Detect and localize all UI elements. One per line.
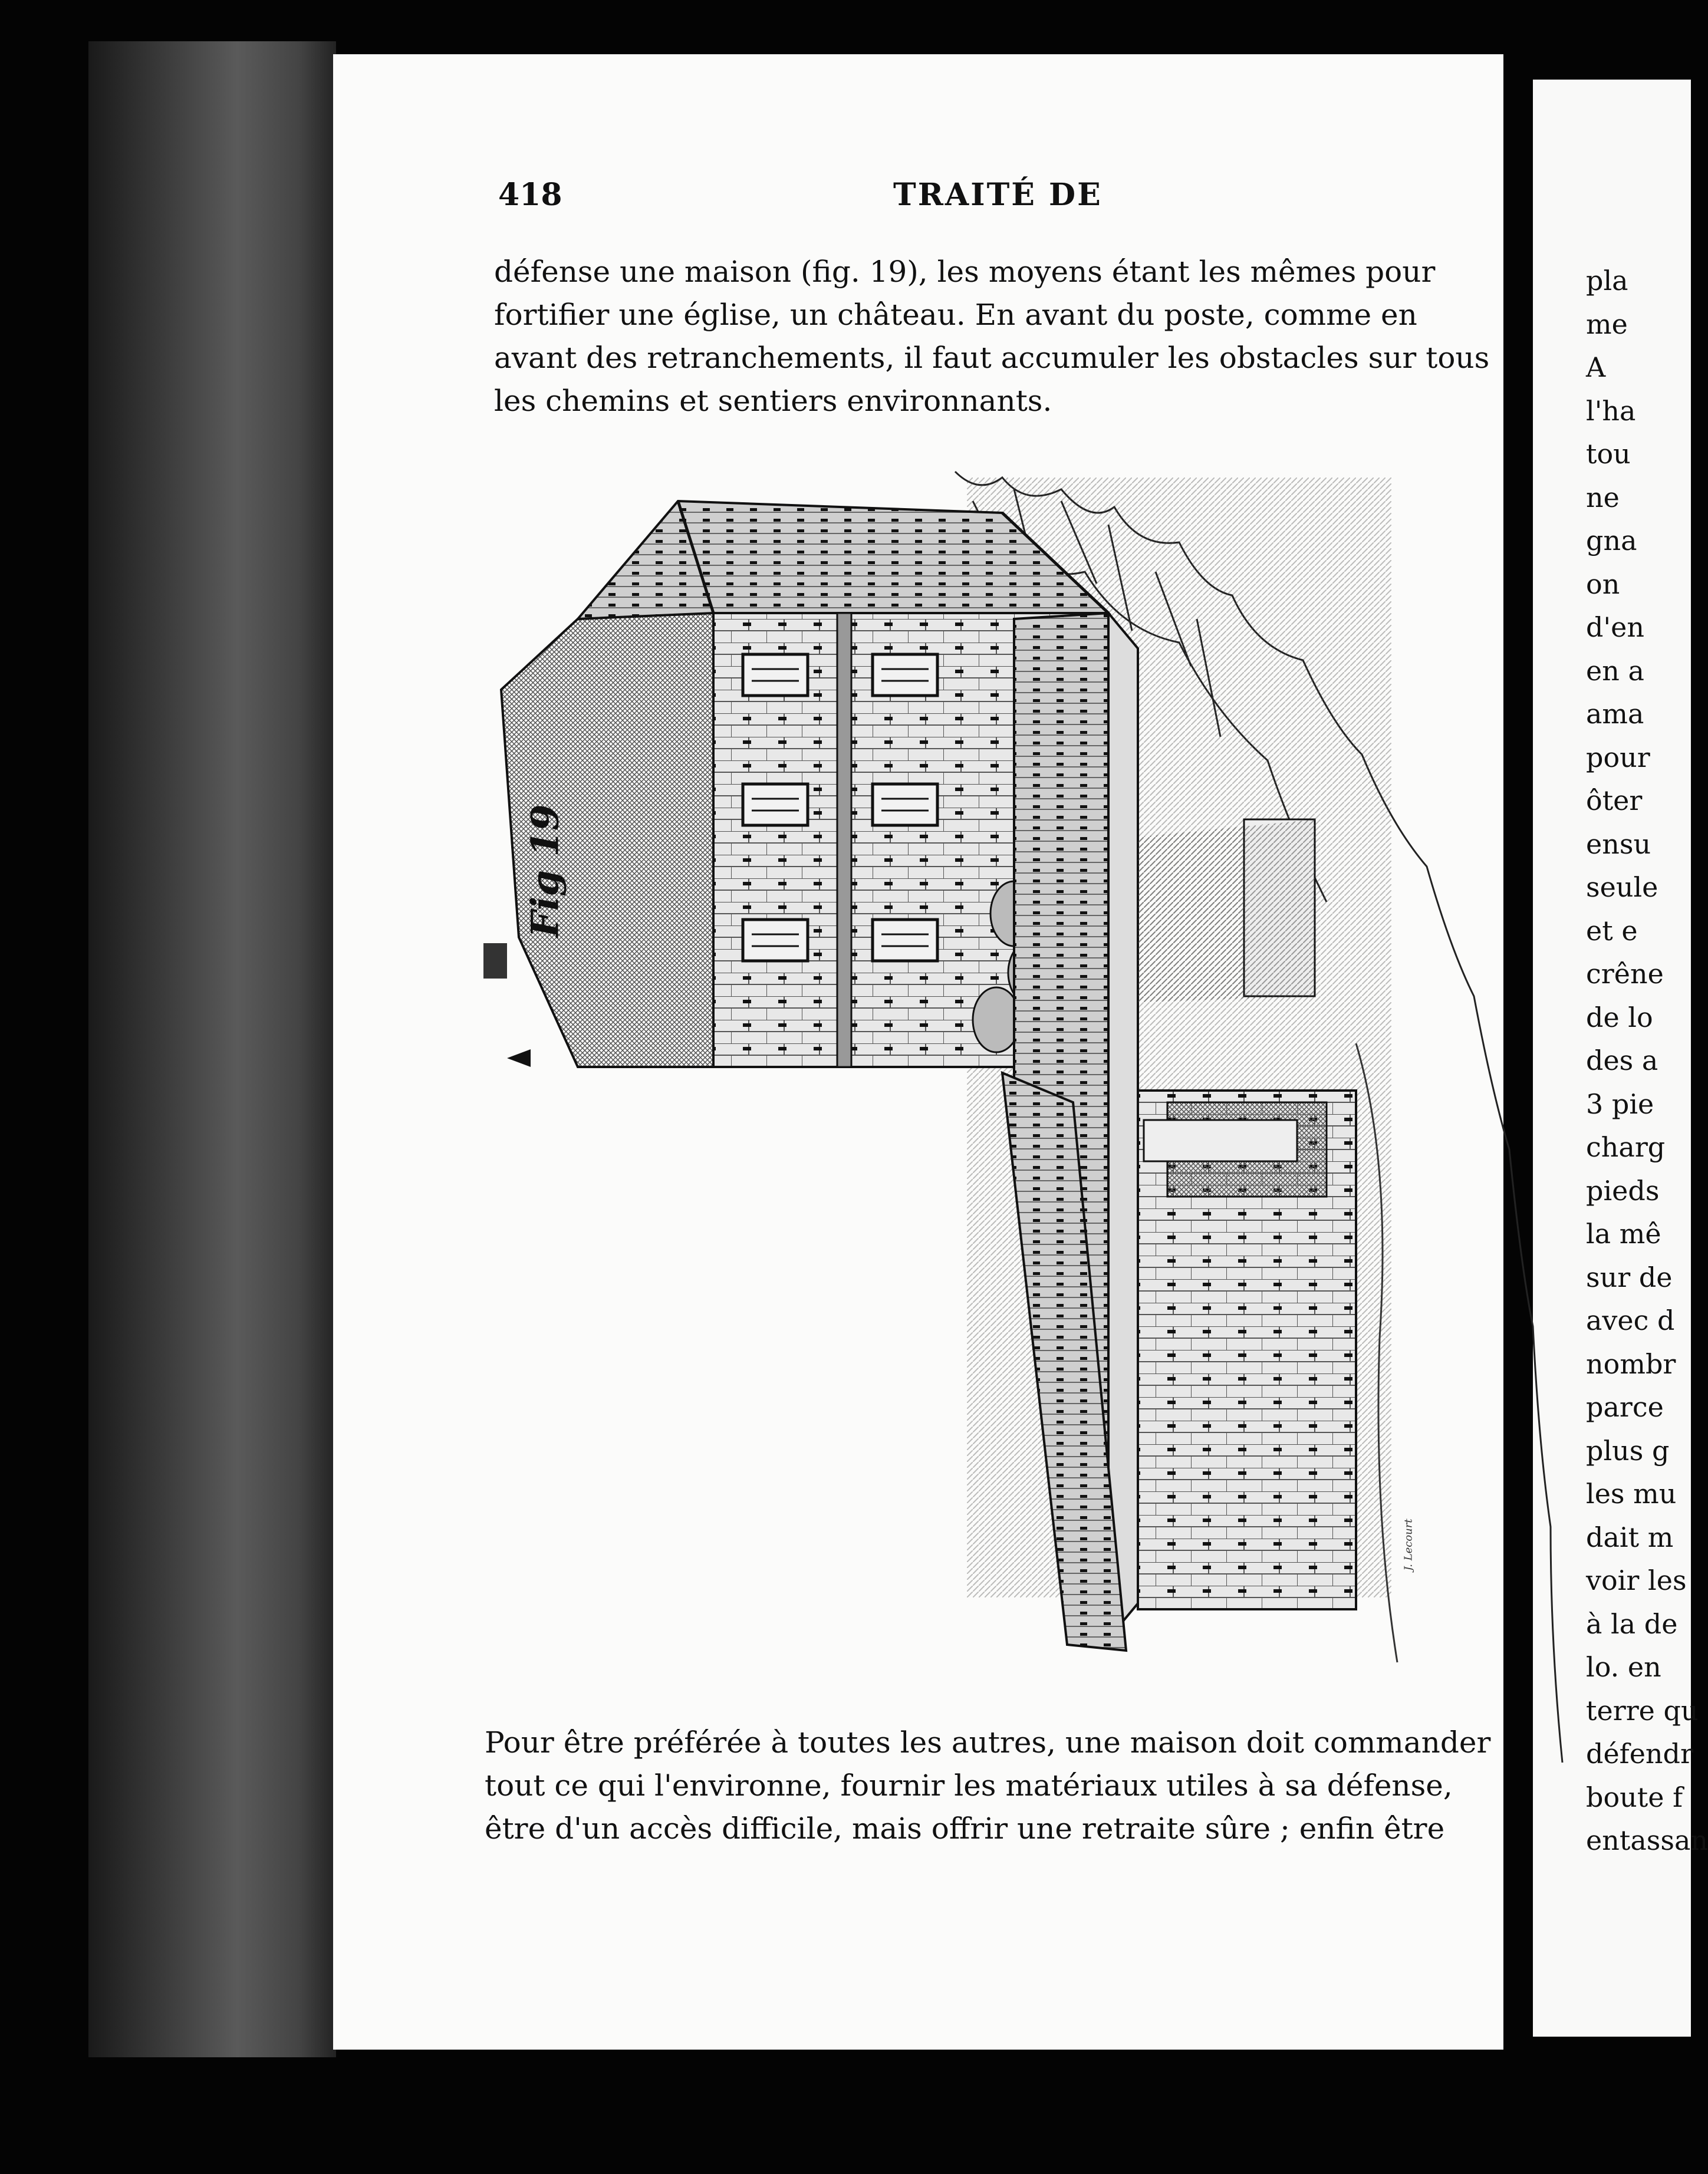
fragment-line: plus g: [1586, 1434, 1670, 1467]
fragment-line: pour: [1586, 741, 1650, 773]
book-spine: [88, 41, 336, 2057]
enclosure-wall: [1108, 613, 1138, 1639]
fragment-line: d'en: [1586, 611, 1644, 643]
text-line: fortifier une église, un château. En avant du poste, comme en: [494, 298, 1417, 332]
text-line: défense une maison (fig. 19), les moyens étant les mêmes pour: [494, 255, 1436, 289]
text-line: les chemins et sentiers environnants.: [494, 384, 1052, 418]
fragment-line: boute f: [1586, 1781, 1683, 1813]
weather-vane: [507, 1049, 531, 1067]
fragment-line: A: [1586, 351, 1606, 383]
fragment-line: on: [1586, 568, 1620, 600]
fragment-line: nombr: [1586, 1348, 1676, 1380]
fragment-line: en a: [1586, 654, 1644, 687]
fragment-line: pieds: [1586, 1174, 1660, 1207]
page-number: 418: [498, 177, 562, 213]
fragment-line: dait m: [1586, 1521, 1674, 1553]
text-line: tout ce qui l'environne, fournir les matériaux utiles à sa défense,: [485, 1768, 1453, 1803]
fragment-line: ensu: [1586, 828, 1651, 860]
fragment-line: me: [1586, 308, 1628, 340]
fragment-line: ne: [1586, 481, 1620, 513]
fragment-line: des a: [1586, 1045, 1658, 1076]
fragment-line: les mu: [1586, 1478, 1677, 1510]
engraver-signature: J. Lecourt: [1402, 1518, 1415, 1571]
fragment-line: lo. en: [1586, 1651, 1661, 1683]
fragment-line: ama: [1586, 698, 1644, 730]
fragment-line: terre qu: [1586, 1694, 1699, 1727]
paragraph-top: [494, 251, 1490, 423]
fragment-line: crêne: [1586, 958, 1664, 990]
text-line: avant des retranchements, il faut accumuler les obstacles sur tous: [494, 341, 1490, 375]
paragraph-bottom: [485, 1721, 1491, 1850]
fragment-line: parce: [1586, 1391, 1664, 1423]
text-line: être d'un accès difficile, mais offrir une retraite sûre ; enfin être: [485, 1811, 1445, 1846]
fragment-line: gna: [1586, 525, 1637, 556]
fragment-line: l'ha: [1586, 394, 1636, 427]
fragment-line: ôter: [1586, 785, 1643, 816]
fragment-line: seule: [1586, 871, 1658, 903]
facing-page-fragments: [1586, 259, 1708, 1863]
fragment-line: de lo: [1586, 1001, 1653, 1033]
running-head: TRAITÉ DE: [893, 177, 1103, 213]
fragment-line: et e: [1586, 914, 1638, 947]
fragment-line: à la de: [1586, 1608, 1678, 1640]
fragment-line: tou: [1586, 438, 1631, 470]
fragment-line: défendr: [1586, 1738, 1693, 1770]
fragment-line: 3 pie: [1586, 1088, 1654, 1120]
figure-label: Fig 19: [523, 804, 568, 938]
fragment-line: avec d: [1586, 1305, 1675, 1336]
fragment-line: sur de: [1586, 1261, 1673, 1293]
chimney: [483, 943, 507, 979]
fragment-line: voir les: [1586, 1564, 1687, 1596]
fragment-line: entassan: [1586, 1824, 1708, 1856]
fragment-line: la mê: [1586, 1218, 1661, 1250]
fragment-line: charg: [1586, 1131, 1666, 1163]
fragment-line: pla: [1586, 265, 1628, 297]
text-line: Pour être préférée à toutes les autres, une maison doit commander: [485, 1725, 1491, 1760]
house-engraving: [483, 454, 1456, 1680]
